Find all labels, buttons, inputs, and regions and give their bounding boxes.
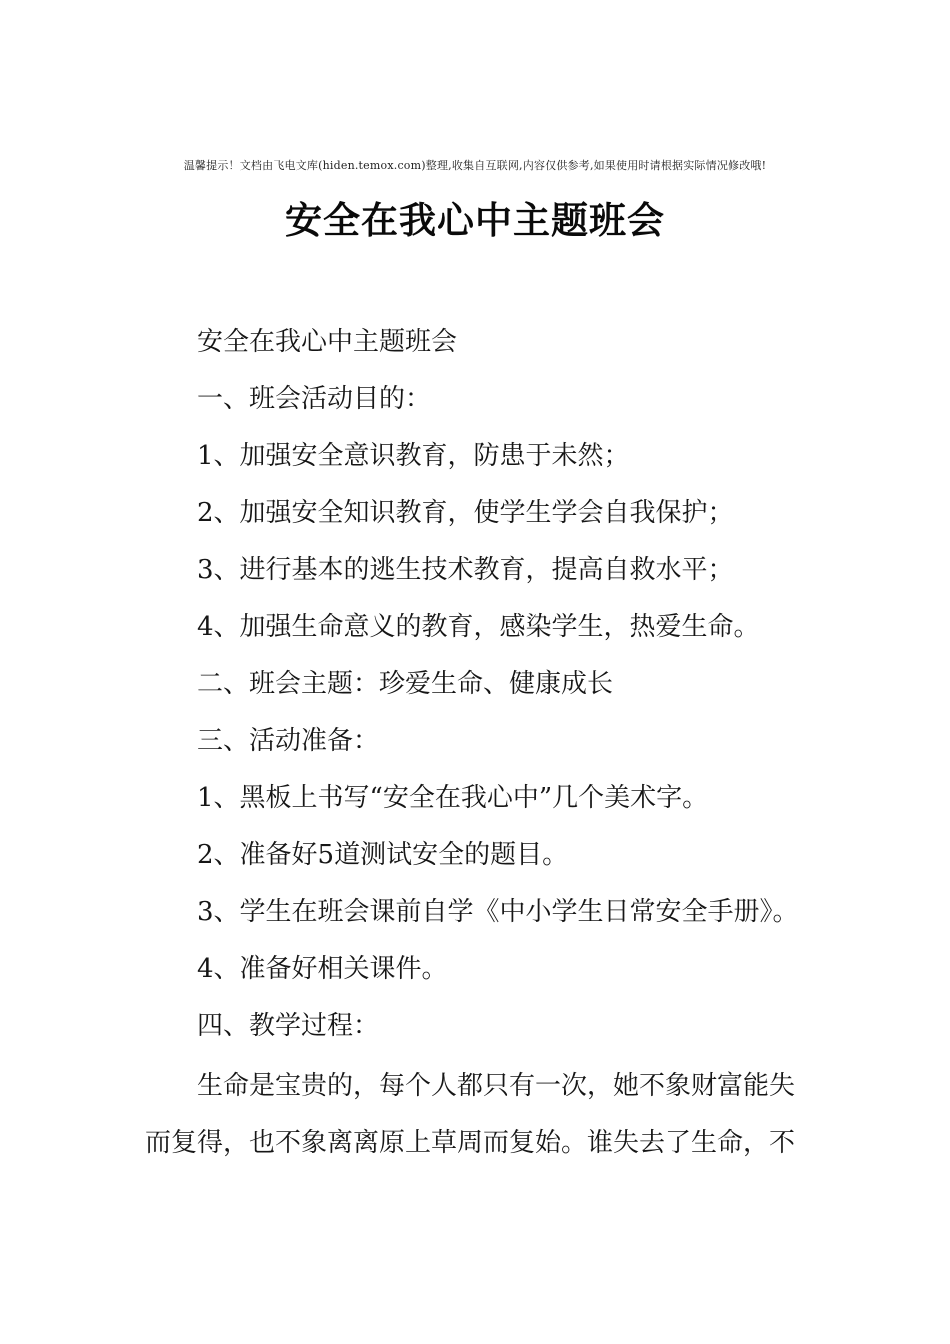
- document-notice: 温馨提示！文档由飞电文库(hiden.temox.com)整理,收集自互联网,内容仅供参考,如果使用时请根据实际情况修改哦!: [183, 159, 767, 172]
- body-line-item: 3、学生在班会课前自学《中小学生日常安全手册》。: [197, 897, 799, 927]
- document-title: 安全在我心中主题班会: [285, 199, 665, 242]
- body-line-heading-1: 一、班会活动目的：: [197, 384, 432, 414]
- body-line-item: 1、黑板上书写“安全在我心中”几个美术字。: [197, 783, 709, 813]
- body-line-heading-3: 三、活动准备：: [197, 726, 380, 756]
- body-line-heading-2: 二、班会主题：珍爱生命、健康成长: [197, 669, 614, 699]
- body-line-item: 4、加强生命意义的教育，感染学生，热爱生命。: [197, 612, 760, 642]
- body-line-item: 3、进行基本的逃生技术教育，提高自救水平；: [197, 555, 734, 585]
- body-line-item: 1、加强安全意识教育，防患于未然；: [197, 441, 630, 471]
- body-line-subtitle: 安全在我心中主题班会: [197, 327, 458, 357]
- body-line-heading-4: 四、教学过程：: [197, 1011, 380, 1041]
- body-line-item: 2、准备好5道测试安全的题目。: [197, 840, 569, 870]
- body-paragraph: 生命是宝贵的，每个人都只有一次，她不象财富能失而复得，也不象离离原上草周而复始。谁失去了生命，不: [145, 1071, 796, 1158]
- body-line-item: 2、加强安全知识教育，使学生学会自我保护；: [197, 498, 734, 528]
- body-line-item: 4、准备好相关课件。: [197, 954, 448, 984]
